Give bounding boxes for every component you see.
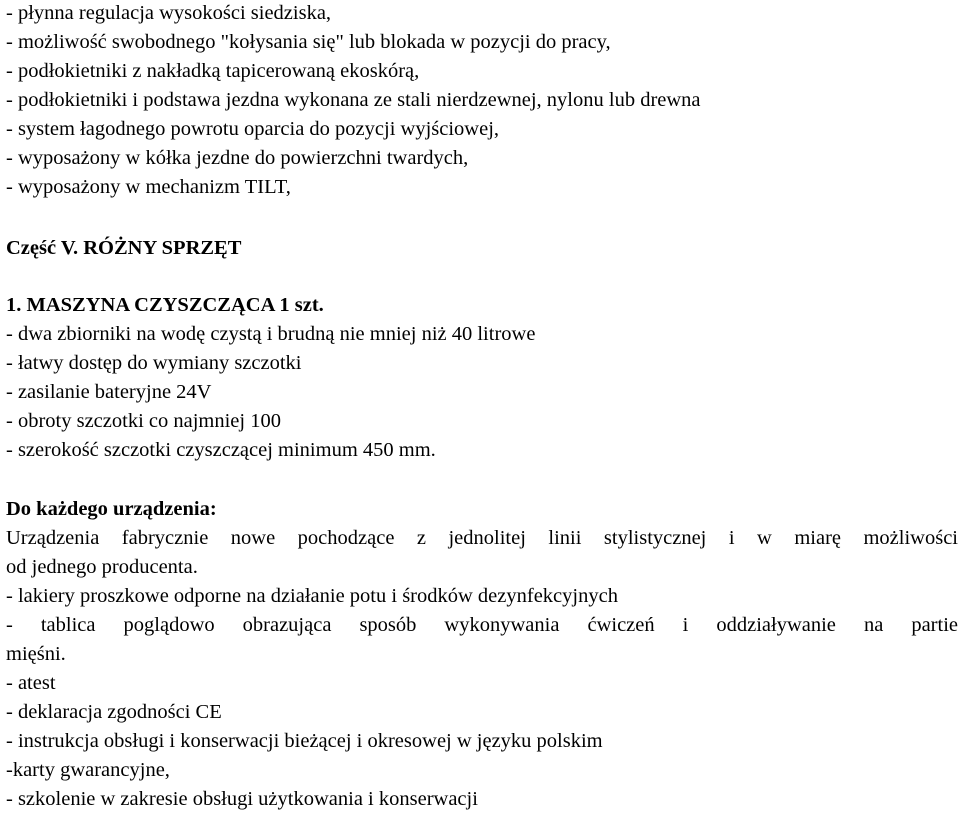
list-item: - tablica poglądowo obrazująca sposób wykonywania ćwiczeń i oddziaływanie na partie — [6, 614, 958, 636]
list-item: - deklaracja zgodności CE — [6, 701, 222, 723]
list-item: - lakiery proszkowe odporne na działanie potu i środków dezynfekcyjnych — [6, 585, 618, 607]
devices-heading: Do każdego urządzenia: — [6, 498, 217, 520]
list-item: - szerokość szczotki czyszczącej minimum 450 mm. — [6, 439, 436, 461]
list-item: - zasilanie bateryjne 24V — [6, 381, 212, 403]
list-item: - system łagodnego powrotu oparcia do pozycji wyjściowej, — [6, 118, 500, 140]
list-item: - instrukcja obsługi i konserwacji bieżącej i okresowej w języku polskim — [6, 730, 603, 752]
list-item: - dwa zbiorniki na wodę czystą i brudną nie mniej niż 40 litrowe — [6, 323, 536, 345]
list-item: - podłokietniki z nakładką tapicerowaną ekoskórą, — [6, 60, 420, 82]
document-page — [6, 0, 958, 814]
item-features-list — [6, 320, 958, 465]
list-item-continued: mięśni. — [6, 643, 66, 665]
list-item: - wyposażony w mechanizm TILT, — [6, 176, 291, 198]
list-item: -karty gwarancyjne, — [6, 759, 170, 781]
list-item: - podłokietniki i podstawa jezdna wykonana ze stali nierdzewnej, nylonu lub drewna — [6, 89, 701, 111]
devices-requirements-list — [6, 669, 958, 814]
item-heading: 1. MASZYNA CZYSZCZĄCA 1 szt. — [6, 294, 324, 316]
list-item: - szkolenie w zakresie obsługi użytkowania i konserwacji — [6, 788, 478, 810]
list-item: - obroty szczotki co najmniej 100 — [6, 410, 281, 432]
list-item: - możliwość swobodnego "kołysania się" lub blokada w pozycji do pracy, — [6, 31, 611, 53]
part-heading: Część V. RÓŻNY SPRZĘT — [6, 237, 242, 259]
list-item: - łatwy dostęp do wymiany szczotki — [6, 352, 302, 374]
list-item: - atest — [6, 672, 56, 694]
list-item: - płynna regulacja wysokości siedziska, — [6, 2, 332, 24]
devices-intro-continued: od jednego producenta. — [6, 556, 198, 578]
chair-features-list — [6, 0, 958, 202]
list-item: - wyposażony w kółka jezdne do powierzchni twardych, — [6, 147, 469, 169]
devices-intro: Urządzenia fabrycznie nowe pochodzące z jednolitej linii stylistycznej i w miarę możliwości — [6, 527, 958, 549]
